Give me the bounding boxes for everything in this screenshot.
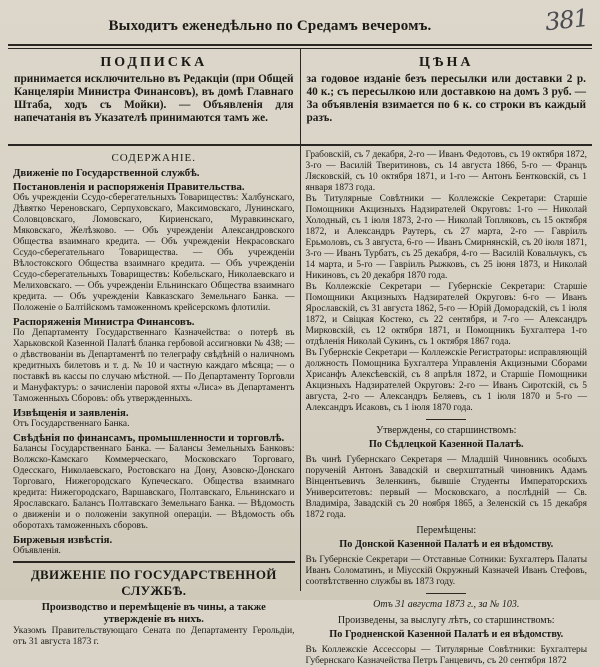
paragraph: Въ чинѣ Губернскаго Секретаря — Младшій Чиновникъ особыхъ порученій Антонъ Завадскій и сверхштатный чиновникъ Адамъ Вінцентьевичъ Зеленкинъ, бывшіе Студенты Императорскихъ Университетовъ: первый — Московскаго, а послѣдній — Св. Владиміра, Завадскій съ 20 ноября 1865, а Зеленскій съ 15 декабря 1872 года. [305, 455, 587, 520]
chamber-heading: По Гродненской Казенной Палатѣ и ея вѣдомству. [329, 629, 564, 640]
price-text: за годовое изданіе безъ пересылки или доставки 2 р. 40 к.; съ пересылкою или доставкою на домъ 3 руб. — За объявленія взимается по 6 к. со строки въ каждый разъ. [306, 73, 586, 124]
paragraph: Въ Коллежскіе Секретари — Губернскіе Секретари: Старшіе Помощники Акцизныхъ Надзирателей Округовъ: 6-го — Иванъ Ярославскій, съ 31 августа 1862, 5-го — Юрій Доморадскій, съ 1 іюля 1872, и Свіцкая Костеко, съ 22 сентября, и 7-го — Александръ Мирковскій, съ 12 октября 1871, и Помощникъ Бухгалтера 1-го отдѣленія Николай Сукинъ, съ 1 октября 1867 года. [305, 282, 587, 347]
handwritten-number: 381 [543, 3, 590, 37]
subscription-text: принимается исключительно въ Редакціи (при Общей Канцеляріи Министра Финансовъ), въ домѣ Главнаго Штаба, ходъ съ Мойки). — Объявленія для напечатанія въ Указателѣ принимаются тамъ же. [14, 73, 294, 124]
paragraph: Въ Губернскіе Секретари — Отставные Сотники: Бухгалтеръ Палаты Иванъ Соломатинъ, и Міусскій Окружный Казначей Иванъ Стефовъ, соотвѣтственно службы въ 1873 году. [305, 555, 587, 587]
chamber-heading: По Донской Казенной Палатѣ и ея вѣдомству. [339, 539, 554, 550]
subscription-heading: ПОДПИСКА [100, 55, 208, 70]
section-title: Извѣщенія и заявленія. [13, 407, 129, 419]
divider [426, 593, 466, 594]
paragraph: Въ Губернскіе Секретари — Коллежскіе Регистраторы: исправляющій должность Помощника Бухгалтера Управленія Акцизными Сборами Хрисанфъ Алексѣевскій, съ 8 апрѣля 1872, и Старшіе Помощники Акцизныхъ Надзирателей Округовъ: 2-го — Иванъ Сиротскій, съ 5 августа, 2-го — Александръ Беляевъ, съ 1 іюля 1870 и 5-го — Александръ Исаковъ, съ 1 іюля 1870 года. [305, 348, 587, 413]
section-text: Объявленія. [13, 546, 61, 556]
section-text: Объ учрежденіи Ссудо-сберегательныхъ Товариществъ: Халбунскаго, Дѣвятко Череновскаго, Серпуховскаго, Максимовскаго, Лунинскаго, Соловцовскаго, Ломовскаго, Кириенскаго, Муравкинскаго, Мяковскаго, Желѣзково. — Объ учрежденіи Александровского Общества взаимнаго кредита. — Объ учрежденіи Некрасовскаго Ссудо-сберегательнаго Товарищества. — Объ учрежденіи Вѣлостокского Общества взаимнаго кредита. — Объ учрежденіи Ссудо-сберегательныхъ Товариществъ: Кобельскаго, Николаевскаго и Мелиховскаго. — Объ учрежденіи Ельнинскаго Общества взаимнаго кредита. — Объ учрежденіи Кавказскаго Земельнаго Банка. — Положеніе о Балтійскомъ таможенномъ крейсерскомъ флотиліи. [13, 193, 295, 313]
masthead [8, 3, 592, 46]
section-title: Распоряженія Министра Финансовъ. [13, 316, 195, 328]
section-text: Балансы Государственнаго Банка. — Балансы Земельныхъ Банковъ: Волжско-Камскаго Коммерческаго, Московскаго Торговаго, Одесскаго, Николаевскаго, Ростовскаго на Дону, Азовско-Донскаго Торговаго, Нижегородскаго Купеческаго. Общества взаимнаго кредита: Нижегородскаго, Варшавскаго, Полтавскаго, Ельнинскаго и Ярославскаго. Балансъ Полтавскаго Земельнаго Банка. — Вѣдомость о движеніи и о положеніи закупной операціи. — Вѣдомость объ оборотахъ таможенныхъ сборовъ. [13, 444, 295, 531]
section-title: Биржевыя извѣстія. [13, 534, 113, 546]
approved-line: Утверждены, со старшинствомъ: [376, 425, 517, 436]
section-text: Указомъ Правительствующаго Сената по Департаменту Герольдіи, отъ 31 августа 1873 г. [13, 626, 295, 647]
section-subheading: Производство и перемѣщеніе въ чины, а также утвержденіе въ нихъ. [41, 602, 266, 625]
chamber-heading: По Сѣдлецкой Казенной Палатѣ. [368, 439, 524, 450]
paragraph: Въ Титулярные Совѣтники — Коллежскіе Секретари: Старшіе Помощники Акцизныхъ Надзирателей Округовъ: 1-го — Николай Холодный, съ 1 іюля 1873, 2-го — Николай Топляковъ, съ 15 октября 1872, и Александръ Раутеръ, съ 27 марта, 2-го — Гавріилъ Ерьмоловъ, съ 3 августа, 6-го — Иванъ Смирнянскій, съ 20 іюля 1871, 3-го — Иванъ Турбатъ, съ 25 декабря, 4-го — Василій Ковальчукъ, съ 14 марта, и 5-го — Гавріилъ Рыжковъ, съ 25 іюня 1873, и Николай Никиновъ, съ 20 декабря 1870 года. [305, 194, 587, 281]
paragraph: Грабовскій, съ 7 декабря, 2-го — Иванъ Федотовъ, съ 19 октября 1872, 3-го — Василій Тверитиновъ, съ 14 августа 1866, 5-го — Францъ Лясковскій, съ 10 октября 1871, и 1-го — Антонъ Бентковскій, съ 1 января 1873 года. [305, 150, 587, 193]
subscription-column [8, 49, 301, 144]
date-line: Отъ 31 августа 1873 г., за № 103. [373, 599, 520, 610]
section-title: Свѣдѣнія по финансамъ, промышленности и торговлѣ. [13, 432, 285, 444]
subscription-box [8, 49, 592, 146]
transferred-line: Перемѣщены: [416, 525, 477, 536]
section-text: По Департаменту Государственнаго Казначейства: о потерѣ въ Харьковской Казенной Палатѣ бланка гербовой ассигновки № 438; — о дѣвствованіи въ Департаментѣ по телеграфу свѣдѣній о наличномъ кредитныхъ билетовъ и т. д. № 10 и частную каждаго мѣсяца; — о поставкѣ въ кассы по случаю мѣстной. — По Департаменту Торговли и Мануфактуръ: о зачисленіи паровой яхты «Лиса» въ Департаментъ Таможенныхъ Сборовъ: объ утвержденныхъ. [13, 328, 295, 404]
paragraph: Въ Коллежскіе Ассессоры — Титулярные Совѣтники: Бухгалтеры Губернскаго Казначейства Петръ Ганцевичъ, съ 20 сентября 1872 [305, 645, 587, 666]
left-column [8, 146, 301, 647]
section-text: Отъ Государственнаго Банка. [13, 419, 130, 429]
body-columns [8, 146, 592, 666]
section-title: Постановленія и распоряженія Правительства. [13, 181, 245, 193]
right-column [301, 146, 593, 666]
produced-line: Произведены, за выслугу лѣтъ, со старшинствомъ: [337, 615, 555, 626]
contents-heading: СОДЕРЖАНІЕ. [111, 152, 197, 164]
publication-tagline: Выходитъ еженедѣльно по Средамъ вечеромъ. [108, 18, 432, 34]
divider [426, 419, 466, 420]
section-title: Движеніе по Государственной службѣ. [13, 167, 200, 179]
section-main-heading: ДВИЖЕНІЕ ПО ГОСУДАРСТВЕННОЙ СЛУЖБѢ. [13, 561, 295, 599]
price-column [301, 49, 593, 144]
price-heading: ЦѢНА [418, 55, 474, 70]
